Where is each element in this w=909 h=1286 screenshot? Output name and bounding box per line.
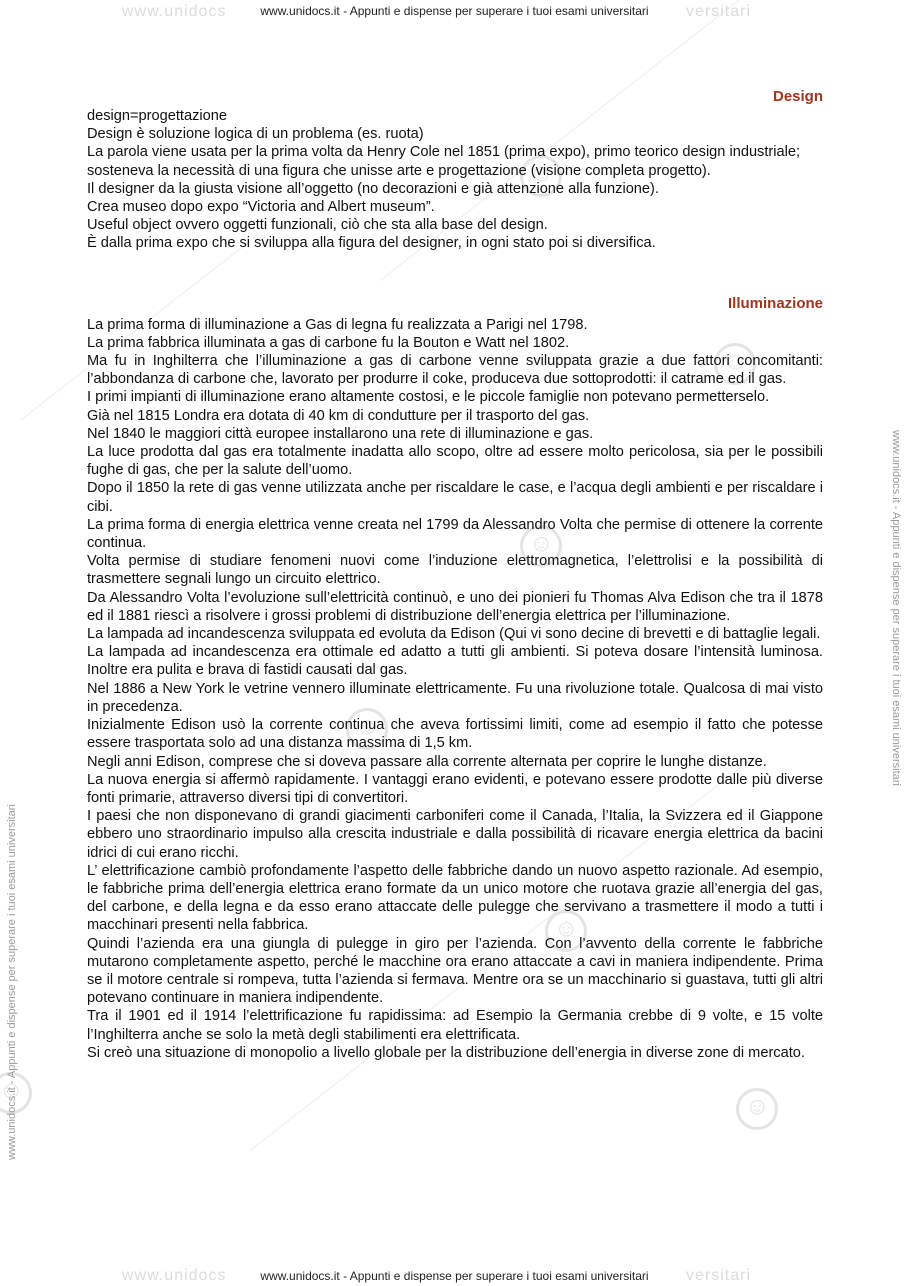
paragraph: Si creò una situazione di monopolio a livello globale per la distribuzione dell’energia in diverse zone di mercato. [87,1044,805,1061]
banner-ghost-left: www.unidocs [122,1267,227,1284]
paragraph: Nel 1840 le maggiori città europee installarono una rete di illuminazione e gas. [87,425,594,442]
paragraph: La luce prodotta dal gas era totalmente inadatta allo scopo, oltre ad essere molto pericolosa, sia per le possibili fughe di gas, che per la salute dell’uomo. [87,444,823,479]
paragraph: La prima fabbrica illuminata a gas di carbone fu la Bouton e Watt nel 1802. [87,334,570,351]
paragraph: La lampada ad incandescenza era ottimale ed adatto a tutti gli ambienti. Si poteva dosare l’intensità luminosa. Inoltre era pulita e brava di fastidi causati dal gas. [87,644,823,679]
paragraph: Tra il 1901 ed il 1914 l’elettrificazione fu rapidissima: ad Esempio la Germania crebbe di 9 volte, e 15 volte l’Inghilterra anche se solo la metà degli stabilimenti era elettrificata. [87,1008,823,1043]
paragraph: La prima forma di illuminazione a Gas di legna fu realizzata a Parigi nel 1798. [87,316,588,333]
paragraph: La parola viene usata per la prima volta da Henry Cole nel 1851 (prima expo), primo teorico design industriale; sosteneva la necessità di una figura che unisse arte e progettazione (visione completa progetto). [87,144,801,179]
section-title-illuminazione: Illuminazione [727,294,823,312]
paragraph: La nuova energia si affermò rapidamente. I vantaggi erano evidenti, e potevano essere prodotte dalle più diverse fonti primarie, attraverso diversi tipi di convertitori. [87,771,823,806]
paragraph: La prima forma di energia elettrica venne creata nel 1799 da Alessandro Volta che permise di ottenere la corrente continua. [87,516,823,552]
paragraph: Volta permise di studiare fenomeni nuovi come l’induzione elettromagnetica, l’elettrolisi e la possibilità di trasmettere segnali lungo un circuito elettrico. [87,553,823,588]
paragraph: L’ elettrificazione cambiò profondamente l’aspetto delle fabbriche dando un nuovo aspetto razionale. Ad esempio, le fabbriche prima dell’energia elettrica erano formate da un unico motore che ruotava grazie all’energia del gas, del carbone, e della legna e da esso erano attaccate delle pulegge che servivano a trasmettere il modo a tutti i macchinari presenti nella fabbrica. [87,862,823,934]
paragraph: Da Alessandro Volta l’evoluzione sull’elettricità continuò, e uno dei pionieri fu Thomas Alva Edison che tra il 1878 ed il 1881 riescì a risolvere i grossi problemi di distribuzione dell’energia elettrica per l’illuminazione. [87,589,823,624]
paragraph: Design è soluzione logica di un problema (es. ruota) [87,126,424,143]
paragraph: Nel 1886 a New York le vetrine vennero illuminate elettricamente. Fu una rivoluzione totale. Qualcosa di mai visto in precedenza. [87,680,823,715]
document-body [87,88,823,1062]
banner-ghost-right: versitari [686,3,752,20]
paragraph: Crea museo dopo expo “Victoria and Albert museum”. [87,199,435,216]
side-banner-left: www.unidocs.it - Appunti e dispense per superare i tuoi esami universitari [6,804,18,1160]
paragraph: Dopo il 1850 la rete di gas venne utilizzata anche per riscaldare le case, e l’acqua degli ambienti e per riscaldare i cibi. [87,480,823,515]
paragraph: Già nel 1815 Londra era dotata di 40 km di condutture per il trasporto del gas. [87,407,590,424]
paragraph: Il designer da la giusta visione all’oggetto (no decorazioni e già attenzione alla funzione). [87,180,659,197]
bottom-banner: www.unidocs.it - Appunti e dispense per superare i tuoi esami universitari [260,1269,649,1283]
unidocs-logo-icon [736,1088,778,1130]
paragraph: Quindi l’azienda era una giungla di pulegge in giro per l’azienda. Con l’avvento della corrente le fabbriche mutarono completamente aspetto, perché le macchine ora erano attaccate a cavi in maniera indipendente. Prima se il motore centrale si rompeva, tutta l’azienda si fermava. Mentre ora se un macchinario si guastava, tutti gli altri potevano continuare in maniera indipendente. [87,935,823,1007]
paragraph: Ma fu in Inghilterra che l’illuminazione a gas di carbone venne sviluppata grazie a due fattori concomitanti: l’abbondanza di carbone che, lavorato per produrre il coke, produceva due sottoprodotti: il catrame ed il gas. [87,353,823,388]
banner-ghost-right: versitari [686,1267,752,1284]
side-banner-right: www.unidocs.it - Appunti e dispense per superare i tuoi esami universitari [890,430,902,786]
paragraph: È dalla prima expo che si sviluppa alla figura del designer, in ogni stato poi si diversifica. [87,235,656,252]
paragraph: La lampada ad incandescenza sviluppata ed evoluta da Edison (Qui vi sono decine di brevetti e di battaglie legali. [87,626,821,643]
paragraph: I primi impianti di illuminazione erano altamente costosi, e le piccole famiglie non potevano permetterselo. [87,389,770,406]
paragraph: I paesi che non disponevano di grandi giacimenti carboniferi come il Canada, l’Italia, la Svizzera ed il Giappone ebbero uno straordinario impulso alla crescita industriale e dalla possibilità di ricavare energia elettrica da bacini idrici di cui erano ricchi. [87,808,823,861]
paragraph: Inizialmente Edison usò la corrente continua che aveva fortissimi limiti, come ad esempio il fatto che potesse essere trasportata solo ad una distanza massima di 1,5 km. [87,717,823,752]
paragraph: Useful object ovvero oggetti funzionali, ciò che sta alla base del design. [87,217,548,234]
paragraph: design=progettazione [87,108,227,124]
paragraph: Negli anni Edison, comprese che si doveva passare alla corrente alternata per coprire le lunghe distanze. [87,753,767,770]
banner-ghost-left: www.unidocs [122,3,227,20]
section-title-design: Design [772,88,823,105]
top-banner: www.unidocs.it - Appunti e dispense per superare i tuoi esami universitari [260,4,649,18]
